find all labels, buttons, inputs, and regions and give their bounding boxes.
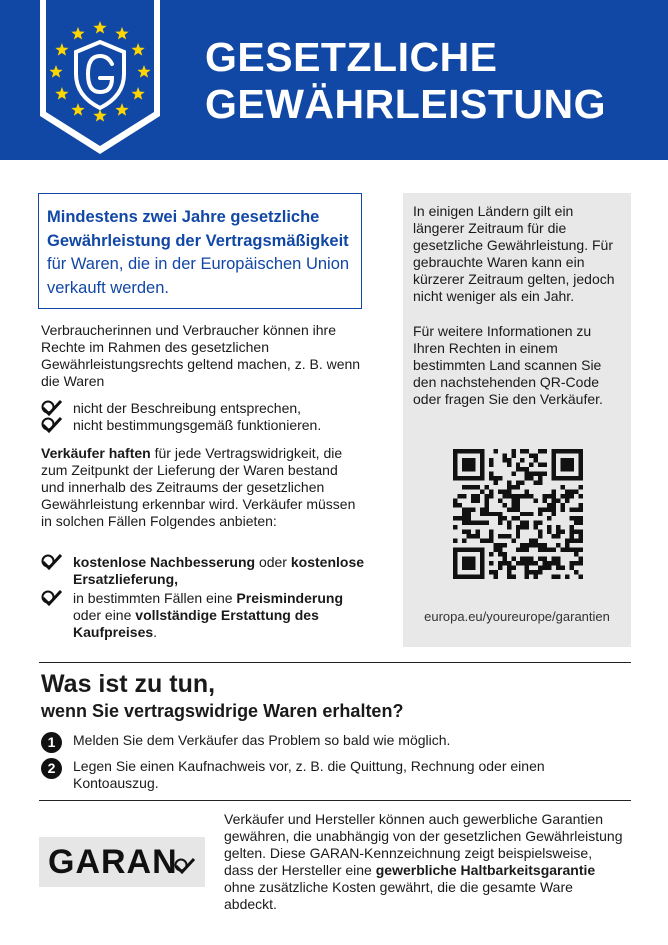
garan-logo — [39, 837, 205, 887]
eu-star-shield-g-icon — [38, 0, 162, 154]
checkmark-icon — [41, 553, 63, 571]
lead-rest: für Waren, die in der Europäischen Union verkauft werden. — [47, 255, 350, 297]
remedy-refund: vollständige Erstattung des Kaufpreises — [73, 607, 319, 640]
remedy-text: . — [153, 624, 158, 640]
step-number: 1 — [41, 732, 62, 753]
remedy-item — [41, 590, 371, 641]
checkmark-icon — [41, 589, 63, 607]
garan-info-text — [224, 811, 624, 913]
section-title: Was ist zu tun, — [41, 670, 216, 698]
divider — [39, 662, 631, 663]
remedy-text: in bestimmten Fällen eine — [73, 590, 237, 606]
qr-url[interactable]: europa.eu/youreurope/garantien — [424, 609, 610, 624]
divider — [39, 800, 631, 801]
title-line-2: GEWÄHRLEISTUNG — [205, 81, 607, 127]
garan-text-1: Verkäufer und Hersteller können auch gewerbliche Garantien gewähren, die unabhängig von der gesetzlichen Gewährleistung gelten. Diese GARAN-Kennzeichnung zeigt beispielsweise, dass der Hersteller eine — [224, 811, 623, 878]
header-banner — [0, 0, 668, 160]
step-item — [41, 732, 621, 749]
qr-code-icon[interactable] — [453, 449, 583, 579]
remedy-replacement: kostenlose Ersatzlieferung, — [73, 554, 365, 587]
side-para-1: In einigen Ländern gilt ein längerer Zeitraum für die gesetzliche Gewährleistung. Für gebrauchte Waren kann ein kürzerer Zeitraum gelten, jedoch nicht weniger als ein Jahr. — [413, 203, 615, 304]
checkmark-icon — [174, 857, 196, 875]
garan-text-2: ohne zusätzliche Kosten gewährt, die die gesamte Ware abdeckt. — [224, 879, 573, 912]
rights-item — [41, 417, 371, 434]
remedies-list — [41, 554, 371, 643]
checkmark-icon — [41, 416, 63, 434]
rights-item-text: nicht der Beschreibung entsprechen, — [73, 400, 302, 416]
section-subtitle: wenn Sie vertragswidrige Waren erhalten? — [41, 701, 404, 721]
garan-logo-text: GARAN — [48, 843, 178, 881]
lead-box — [38, 193, 362, 309]
title-line-1: GESETZLICHE — [205, 34, 498, 80]
step-text: Legen Sie einen Kaufnachweis vor, z. B. die Quittung, Rechnung oder einen Kontoauszug. — [73, 758, 545, 791]
remedy-text: oder eine — [73, 607, 136, 623]
checkmark-icon — [41, 399, 63, 417]
intro-text: Verbraucherinnen und Verbraucher können ihre Rechte im Rahmen des gesetzlichen Gewährleistungsrechts geltend machen, z. B. wenn die Waren — [41, 322, 361, 389]
step-text: Melden Sie dem Verkäufer das Problem so bald wie möglich. — [73, 732, 451, 748]
remedy-item — [41, 554, 371, 588]
side-para-2: Für weitere Informationen zu Ihren Rechten in einem bestimmten Land scannen Sie den nachstehenden QR-Code oder fragen Sie den Verkäufer. — [413, 323, 603, 407]
step-item — [41, 758, 621, 792]
page-title — [205, 34, 606, 128]
seller-rest: für jede Vertragswidrigkeit, die zum Zeitpunkt der Lieferung der Waren bestand und innerhalb des Zeitraums der gesetzlichen Gewährleistung erkennbar wird. Verkäufer müssen in solchen Fällen Folgendes anbieten: — [41, 445, 356, 529]
seller-bold: Verkäufer haften — [41, 445, 151, 461]
rights-item — [41, 400, 371, 417]
garan-bold: gewerbliche Haltbarkeitsgarantie — [375, 862, 596, 878]
rights-list — [41, 400, 371, 434]
info-sidebar — [403, 193, 631, 647]
step-number: 2 — [41, 758, 62, 779]
remedy-repair: kostenlose Nachbesserung — [73, 554, 256, 570]
remedy-or: oder — [255, 554, 291, 570]
remedy-price-reduction: Preisminderung — [236, 590, 344, 606]
seller-text — [41, 445, 361, 530]
rights-item-text: nicht bestimmungsgemäß funktionieren. — [73, 417, 322, 433]
lead-bold: Mindestens zwei Jahre gesetzliche Gewährleistung der Vertragsmäßigkeit — [47, 208, 349, 250]
